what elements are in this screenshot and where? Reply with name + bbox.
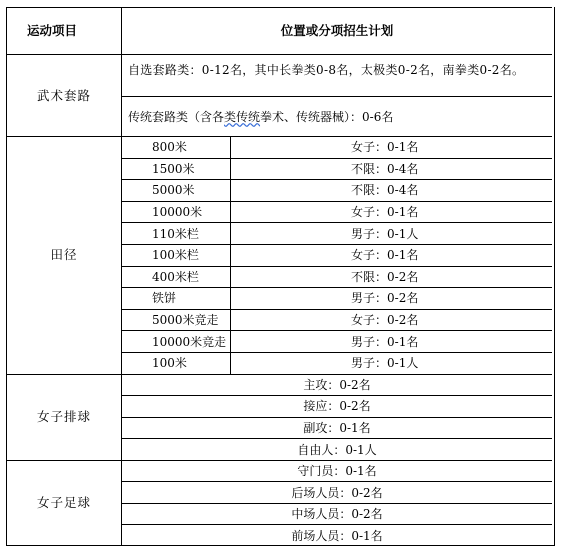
track-event: 5000米 [121,179,230,201]
volleyball-position: 副攻：0-1名 [121,417,552,439]
wushu-traditional-suffix: 拳术、传统器械）：0-6名 [260,109,394,124]
track-quota: 不限：0-4名 [230,158,552,180]
track-quota: 男子：0-1人 [230,222,552,244]
football-position: 后场人员：0-2名 [121,481,552,503]
wushu-freestyle-plan: 自选套路类：0-12名，其中长拳类0-8名，太极类0-2名，南拳类0-2名。 [121,54,552,96]
track-event: 110米栏 [121,222,230,244]
track-quota: 男子：0-1人 [230,352,552,374]
header-plan: 位置或分项招生计划 [121,7,552,54]
track-quota: 男子：0-2名 [230,287,552,309]
track-event: 400米栏 [121,266,230,288]
football-position: 中场人员：0-2名 [121,503,552,525]
category-football: 女子足球 [6,460,121,546]
category-volleyball: 女子排球 [6,374,121,460]
category-track: 田径 [6,136,121,374]
track-quota: 女子：0-2名 [230,309,552,331]
track-quota: 男子：0-1名 [230,330,552,352]
volleyball-position: 接应：0-2名 [121,395,552,417]
track-quota: 不限：0-2名 [230,266,552,288]
football-position: 前场人员：0-1名 [121,524,552,546]
wushu-traditional-plan [121,96,552,136]
track-quota: 不限：0-4名 [230,179,552,201]
track-event: 1500米 [121,158,230,180]
volleyball-position: 自由人：0-1人 [121,438,552,460]
wushu-traditional-underlined: 类传统 [224,109,261,124]
track-event: 10000米 [121,201,230,223]
football-position: 守门员：0-1名 [121,460,552,482]
track-event: 100米栏 [121,244,230,266]
track-event: 100米 [121,352,230,374]
track-quota: 女子：0-1名 [230,244,552,266]
track-quota: 女子：0-1名 [230,136,552,158]
track-event: 10000米竞走 [121,330,230,352]
track-event: 800米 [121,136,230,158]
wushu-traditional-prefix: 传统套路类（含各 [128,109,225,124]
recruitment-plan-table [6,7,555,546]
volleyball-position: 主攻：0-2名 [121,374,552,396]
category-wushu: 武术套路 [6,54,121,136]
track-quota: 女子：0-1名 [230,201,552,223]
track-event: 5000米竞走 [121,309,230,331]
track-event: 铁饼 [121,287,230,309]
header-sport: 运动项目 [6,7,121,54]
